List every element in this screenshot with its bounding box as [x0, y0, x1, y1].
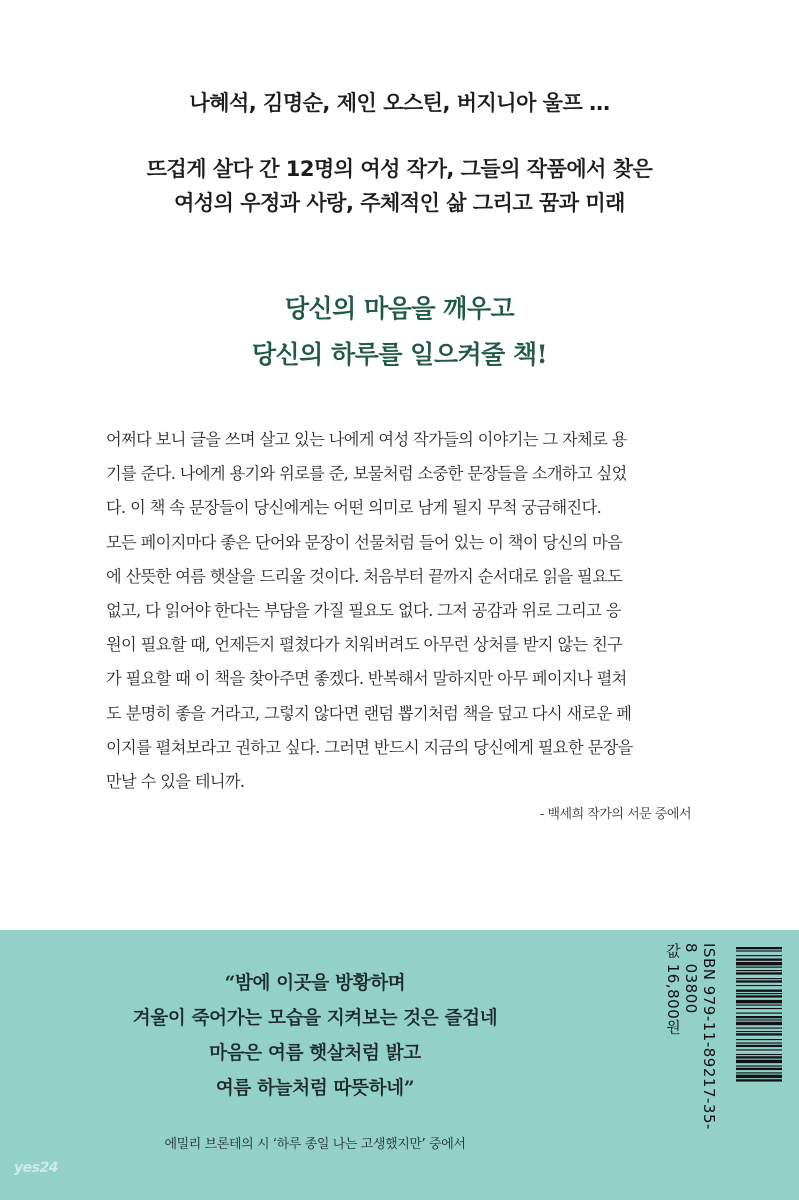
quote-line: 마음은 여름 햇살처럼 밝고: [209, 1043, 421, 1064]
barcode-bar: [736, 1075, 782, 1078]
body-line: 없고, 다 읽어야 한다는 부담을 가질 필요도 없다. 그저 공감과 위로 그리고 응: [106, 600, 621, 620]
barcode-bar: [736, 978, 782, 979]
quote-source: 에밀리 브론테의 시 ‘하루 종일 나는 고생했지만’ 중에서: [164, 1137, 466, 1152]
headline: [0, 286, 799, 378]
isbn-code: ISBN 979-11-89217-35-8: [682, 943, 718, 1130]
body-line: 원이 필요할 때, 언제든지 펼쳤다가 치워버려도 아무런 상처를 받지 않는 친구: [106, 635, 623, 655]
barcode-bar: [736, 970, 782, 971]
price: 값 16,800원: [664, 943, 682, 1035]
barcode-bar: [736, 1022, 782, 1025]
barcode-bar: [736, 1016, 782, 1018]
body-line: 모든 페이지마다 좋은 단어와 문장이 선물처럼 들어 있는 이 책이 당신의 마음: [106, 532, 623, 552]
barcode-bar: [736, 962, 782, 965]
barcode-bar: [736, 972, 782, 974]
isbn-addon: 03800: [682, 963, 700, 1014]
body-line: 기를 준다. 나에게 용기와 위로를 준, 보물처럼 소중한 문장들을 소개하고 싶었: [106, 464, 627, 484]
body-line: 가 필요할 때 이 책을 찾아주면 좋겠다. 반복해서 말하지만 아무 페이지나 펼쳐: [106, 669, 627, 689]
author-names: 나혜석, 김명순, 제인 오스틴, 버지니아 울프 …: [189, 91, 610, 115]
body-line: 다. 이 책 속 문장들이 당신에게는 어떤 의미로 남게 될지 무척 궁금해진다.: [106, 498, 602, 518]
barcode-bar: [736, 995, 782, 997]
headline-line-2: 당신의 하루를 일으켜줄 책!: [251, 340, 548, 369]
intro-line-3: 여성의 우정과 사랑, 주체적인 삶 그리고 꿈과 미래: [174, 191, 625, 215]
barcode-bar: [736, 1033, 782, 1035]
barcode-graphic: [736, 945, 782, 1185]
barcode-bar: [736, 950, 782, 951]
barcode-bar: [736, 1072, 782, 1073]
body-line: 이지를 펼쳐보라고 권하고 싶다. 그러면 반드시 지금의 당신에게 필요한 문장을: [106, 737, 633, 757]
barcode-bar: [736, 1028, 782, 1029]
barcode-bar: [736, 1068, 782, 1070]
barcode-bar: [736, 1060, 782, 1063]
intro-line-2: 뜨겁게 살다 간 12명의 여성 작가, 그들의 작품에서 찾은: [146, 157, 653, 181]
preface-excerpt: [106, 423, 706, 799]
body-line: 에 산뜻한 여름 햇살을 드리울 것이다. 처음부터 끝까지 순서대로 읽을 필요도: [106, 566, 623, 586]
isbn-block: [664, 943, 784, 1193]
barcode-bar: [736, 1065, 782, 1066]
isbn-text: [664, 943, 718, 1193]
barcode-bar: [736, 993, 782, 994]
barcode-bar: [736, 967, 782, 968]
barcode-bar: [736, 1031, 782, 1032]
barcode-bar: [736, 1039, 782, 1040]
barcode-bar: [736, 947, 782, 949]
poem-quote: [100, 966, 530, 1106]
body-line: 어쩌다 보니 글을 쓰며 살고 있는 나에게 여성 작가들의 이야기는 그 자체로 용: [106, 430, 627, 449]
barcode: [736, 945, 782, 1185]
preface-attribution: - 백세희 작가의 서문 중에서: [539, 807, 691, 822]
barcode-bar: [736, 1000, 782, 1003]
body-line: 만날 수 있을 테니까.: [106, 771, 245, 791]
barcode-bar: [736, 1079, 782, 1081]
barcode-bar: [736, 955, 782, 956]
barcode-bar: [736, 1049, 782, 1050]
intro-block: [0, 86, 799, 220]
barcode-bar: [736, 1054, 782, 1055]
quote-line: 여름 하늘처럼 따뜻하네”: [215, 1078, 415, 1099]
barcode-bar: [736, 985, 782, 986]
isbn-number: [682, 943, 718, 1193]
watermark-logo: yes24: [14, 1160, 58, 1176]
barcode-bar: [736, 990, 782, 992]
body-line: 도 분명히 좋을 거라고, 그렇지 않다면 랜덤 뽑기처럼 책을 덮고 다시 새로운 페: [106, 703, 632, 723]
headline-line-1: 당신의 마음을 깨우고: [284, 294, 515, 323]
barcode-bar: [736, 1008, 782, 1009]
barcode-bar: [736, 959, 782, 961]
barcode-bar: [736, 980, 782, 982]
quote-line: 겨울이 죽어가는 모습을 지켜보는 것은 즐겁네: [132, 1008, 498, 1029]
barcode-bar: [736, 1013, 782, 1014]
barcode-bar: [736, 1005, 782, 1006]
barcode-bar: [736, 1019, 782, 1020]
barcode-bar: [736, 1042, 782, 1043]
barcode-bar: [736, 1056, 782, 1058]
quote-line: “밤에 이곳을 방황하며: [224, 973, 406, 994]
barcode-bar: [736, 1045, 782, 1047]
